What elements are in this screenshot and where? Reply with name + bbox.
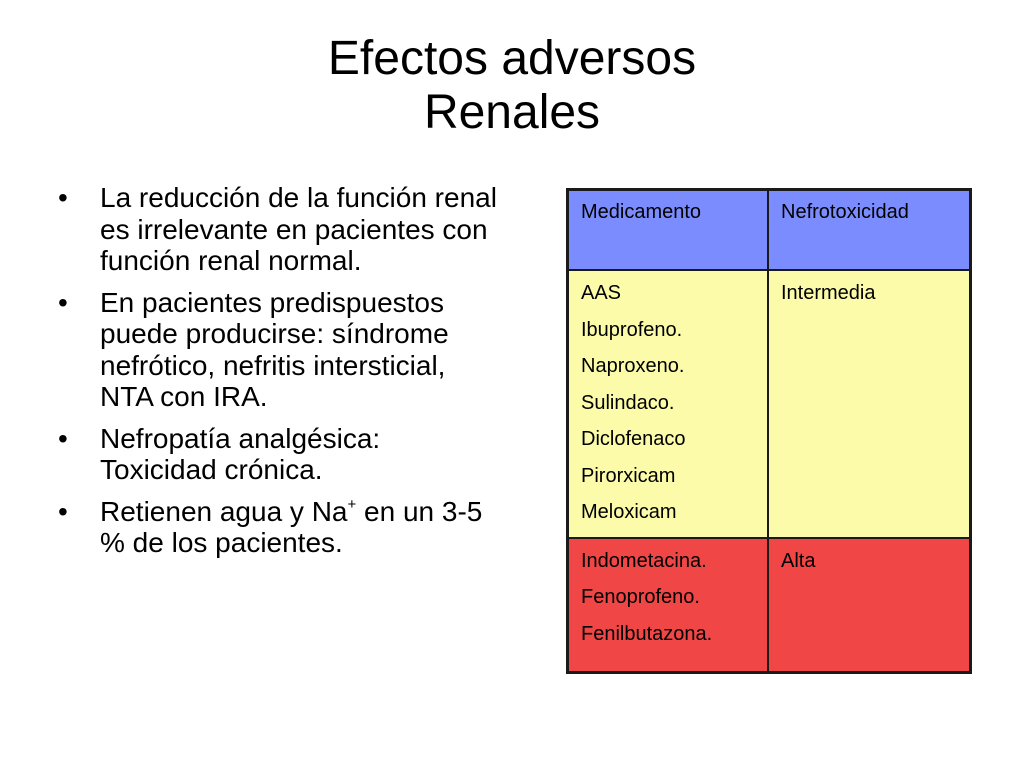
drug-name: Meloxicam [581,501,677,523]
sodium-superscript: + [347,495,357,513]
slide-title-line-1: Efectos adversos [327,32,697,85]
header-cell-nefrotoxicidad: Nefrotoxicidad [768,190,971,271]
drug-name: Indometacina. [581,549,707,572]
table-row-alta [568,538,971,673]
drug-name: Fenoprofeno. [581,586,700,608]
bullet-marker: • [58,286,68,318]
bullet-marker: • [58,182,68,213]
bullet-text-after: en un 3-5 % de los pacientes. [100,495,483,558]
table-row-intermedia [568,270,971,538]
drug-name: Ibuprofeno. [581,318,683,341]
nephrotoxicity-table [566,188,972,674]
drug-list-cell [568,538,769,673]
drug-list-cell [568,270,769,538]
drug-name: Diclofenaco [581,428,686,450]
bullet-marker: • [58,495,68,527]
slide-title-line-2: Renales [423,86,601,139]
bullet-text-before: Retienen agua y Na [100,495,348,527]
nephrotoxicity-level: Alta [781,549,816,572]
table-header-row [568,190,971,271]
drug-name: Sulindaco. [581,391,675,414]
nephrotoxicity-level-cell [768,538,971,673]
drug-name: AAS [581,282,622,304]
drug-name: Naproxeno. [581,355,685,377]
bullet-text: Nefropatía analgésica: Toxicidad crónica. [100,422,381,485]
header-cell-medicamento: Medicamento [568,190,769,271]
drug-name: Pirorxicam [581,464,676,487]
bullet-text: En pacientes predispuestos puede producirse: síndrome nefrótico, nefritis intersticial, NTA con IRA. [100,286,449,412]
drug-name: Fenilbutazona. [581,622,713,645]
bullet-list [58,182,498,569]
slide-title [0,32,1024,140]
nephrotoxicity-level: Intermedia [781,282,876,304]
bullet-item [58,423,498,486]
bullet-item [58,496,498,559]
bullet-item [58,287,498,413]
nephrotoxicity-level-cell [768,270,971,538]
bullet-item [58,182,498,277]
bullet-marker: • [58,422,68,454]
bullet-text: La reducción de la función renal es irrelevante en pacientes con función renal normal. [100,182,497,276]
